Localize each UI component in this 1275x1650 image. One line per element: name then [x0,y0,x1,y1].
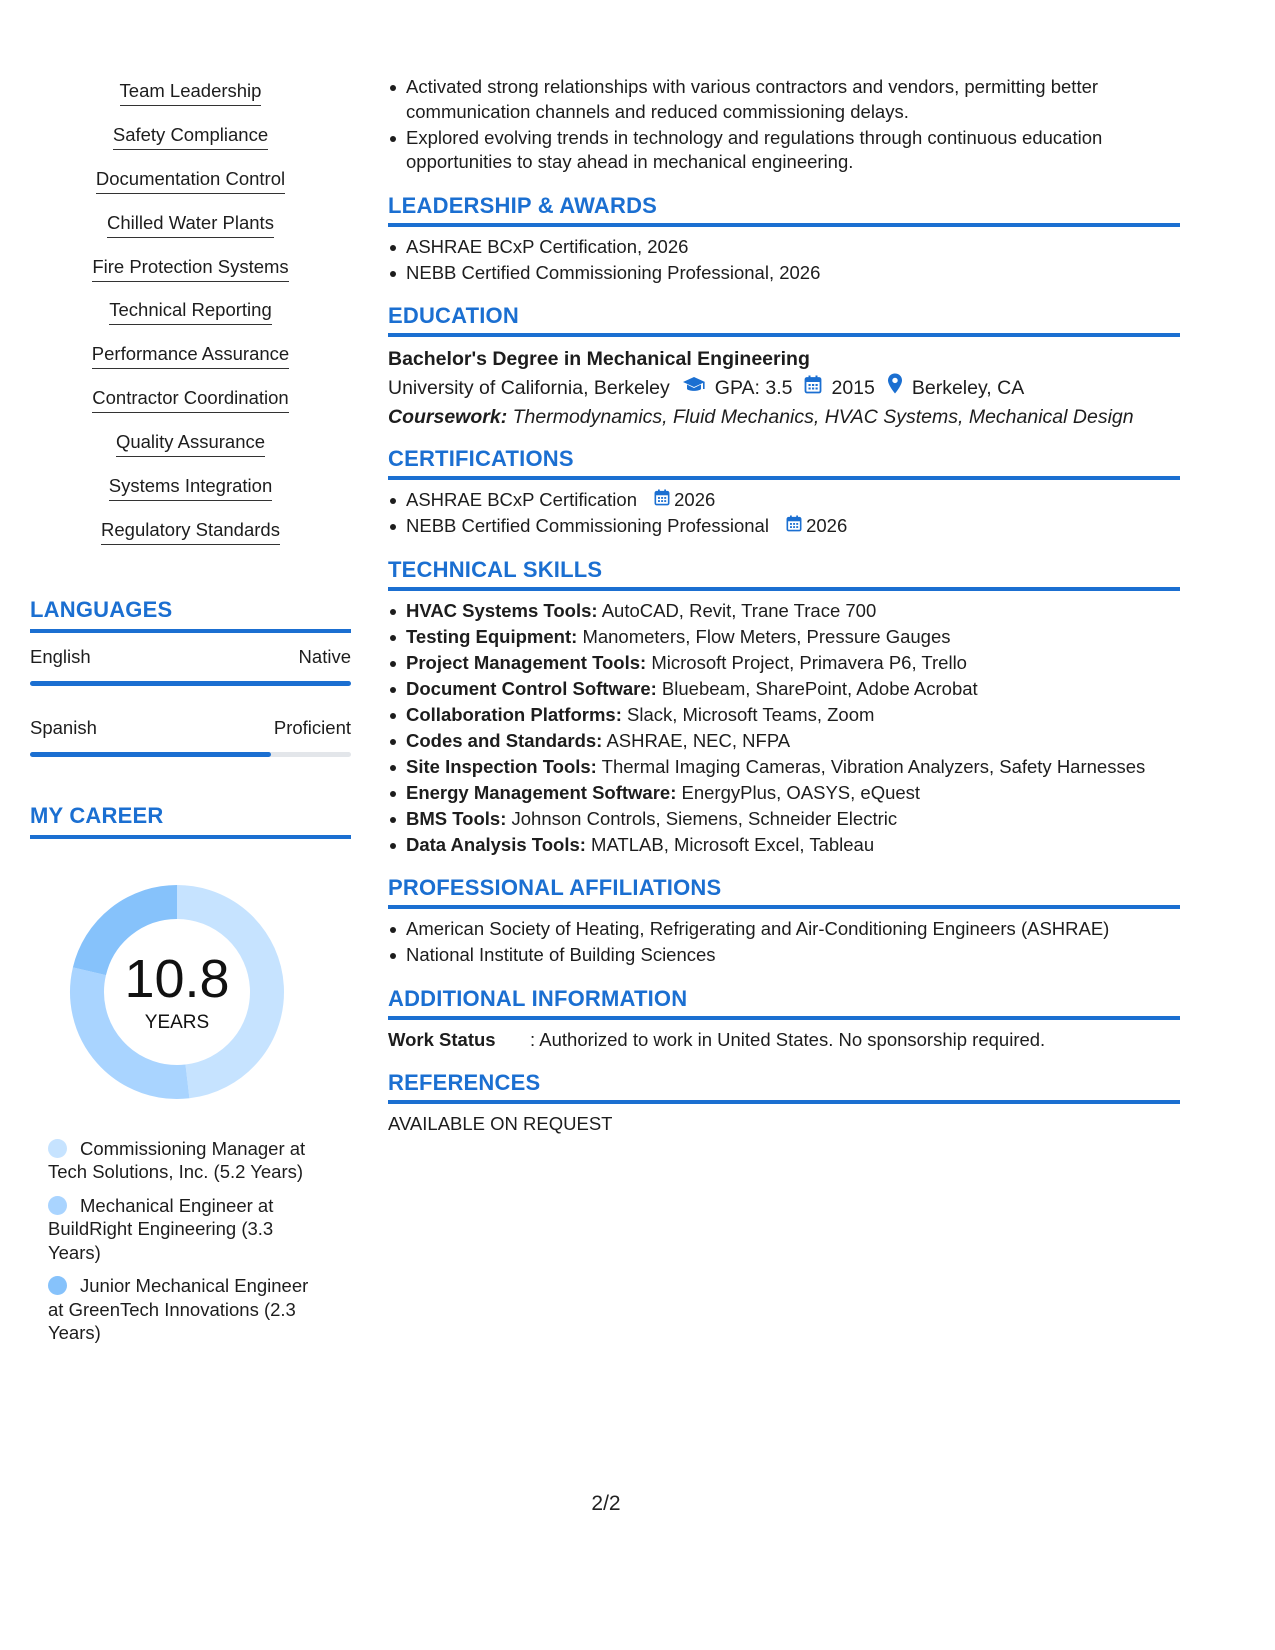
skill-category: Collaboration Platforms: [406,703,622,725]
language-name: Spanish [30,716,97,738]
degree-title: Bachelor's Degree in Mechanical Engineering [388,348,810,370]
school-name: University of California, Berkeley [388,376,670,399]
skill-tags [30,80,351,563]
legend-dot [48,1196,67,1215]
language-name: English [30,645,91,667]
skill-values: Bluebeam, SharePoint, Adobe Acrobat [661,677,978,699]
technical-skills-heading: TECHNICAL SKILLS [388,557,1180,591]
skill-tag: Safety Compliance [113,124,268,150]
calendar-icon [804,374,822,402]
skill-tag: Quality Assurance [116,431,265,457]
skill-values: EnergyPlus, OASYS, eQuest [681,781,921,803]
skill-tag: Contractor Coordination [92,387,288,413]
career-legend-item [48,1194,318,1265]
skill-category: Energy Management Software: [406,781,677,803]
skill-category: Codes and Standards: [406,729,603,751]
language-level: Native [298,645,351,667]
list-item: American Society of Heating, Refrigerating and Air-Conditioning Engineers (ASHRAE) [406,917,1180,942]
list-item: ASHRAE BCxP Certification, 2026 [406,235,1180,260]
certification-year: 2026 [806,515,848,536]
skill-values: ASHRAE, NEC, NFPA [606,729,791,751]
education-heading: EDUCATION [388,303,1180,337]
calendar-icon [786,514,806,539]
coursework [388,402,1180,432]
language-bar-fill [30,681,351,686]
list-item [406,488,1180,513]
career-legend-item [48,1137,318,1184]
career-legend-text: Mechanical Engineer at BuildRight Engineering (3.3 Years) [48,1194,274,1263]
list-item [406,677,1180,702]
coursework-list: Thermodynamics, Fluid Mechanics, HVAC Systems, Mechanical Design [512,406,1134,428]
career-heading: MY CAREER [30,803,351,839]
language-level: Proficient [273,716,351,738]
work-status-row [388,1028,1180,1052]
list-item [406,833,1180,858]
certifications-list [388,488,1180,539]
skill-category: Data Analysis Tools: [406,833,586,855]
skill-tag: Fire Protection Systems [92,256,288,282]
affiliations-heading: PROFESSIONAL AFFILIATIONS [388,875,1180,909]
skill-tag: Chilled Water Plants [107,212,274,238]
language-row [30,645,351,669]
skill-values: Johnson Controls, Siemens, Schneider Electric [511,807,898,829]
skill-values: Thermal Imaging Cameras, Vibration Analyzers, Safety Harnesses [601,755,1146,777]
list-item [406,514,1180,539]
career-legend-text: Junior Mechanical Engineer at GreenTech Innovations (2.3 Years) [48,1275,309,1344]
language-row [30,716,351,740]
coursework-label: Coursework: [388,406,508,428]
skill-tag: Regulatory Standards [101,519,280,545]
skill-values: MATLAB, Microsoft Excel, Tableau [591,833,875,855]
list-item [406,625,1180,650]
skill-values: Slack, Microsoft Teams, Zoom [627,703,875,725]
work-status-value: : Authorized to work in United States. No sponsorship required. [530,1028,1046,1050]
language-bar [30,681,351,686]
skill-tag: Technical Reporting [109,299,271,325]
certification-date [786,514,847,539]
career-legend [48,1137,318,1345]
affiliations-list [388,917,1180,968]
list-item [406,807,1180,832]
skill-tag: Documentation Control [96,168,285,194]
list-item [406,651,1180,676]
career-donut-chart [64,879,290,1105]
skill-category: Document Control Software: [406,677,657,699]
calendar-icon [654,488,674,513]
skill-category: HVAC Systems Tools: [406,599,598,621]
additional-info-heading: ADDITIONAL INFORMATION [388,986,1180,1020]
experience-bullets [388,75,1180,175]
career-legend-item [48,1274,318,1345]
graduation-cap-icon [682,374,706,402]
technical-skills-list [388,599,1180,858]
references-text: AVAILABLE ON REQUEST [388,1112,613,1134]
education-location: Berkeley, CA [911,376,1025,399]
skill-tag: Team Leadership [120,80,262,106]
list-item [406,729,1180,754]
list-item [406,755,1180,780]
certification-name: NEBB Certified Commissioning Professional [406,515,769,536]
references-heading: REFERENCES [388,1070,1180,1104]
certification-date [654,488,715,513]
list-item: National Institute of Building Sciences [406,943,1180,968]
sidebar [30,80,351,1355]
certifications-heading: CERTIFICATIONS [388,446,1180,480]
languages-heading: LANGUAGES [30,597,351,633]
awards-heading: LEADERSHIP & AWARDS [388,193,1180,227]
skill-category: Testing Equipment: [406,625,578,647]
certification-name: ASHRAE BCxP Certification [406,489,637,510]
gpa: GPA: 3.5 [714,376,793,399]
education-details [388,373,1180,402]
list-item [406,599,1180,624]
list-item: NEBB Certified Commissioning Professional, 2026 [406,261,1180,286]
skill-values: Microsoft Project, Primavera P6, Trello [651,651,967,673]
skill-category: Project Management Tools: [406,651,647,673]
career-total-years: 10.8 [124,948,230,1009]
skill-category: BMS Tools: [406,807,507,829]
career-legend-text: Commissioning Manager at Tech Solutions, Inc. (5.2 Years) [48,1137,306,1183]
skill-values: Manometers, Flow Meters, Pressure Gauges [582,625,951,647]
language-bar [30,752,351,757]
list-item: Activated strong relationships with various contractors and vendors, permitting better communication channels and reduced commissioning delays. [406,75,1180,124]
skill-values: AutoCAD, Revit, Trane Trace 700 [601,599,877,621]
legend-dot [48,1276,67,1295]
skill-tag: Systems Integration [109,475,273,501]
page-number: 2/2 [591,1492,621,1515]
work-status-label: Work Status [388,1028,496,1050]
legend-dot [48,1139,67,1158]
languages-list [30,645,351,757]
list-item: Explored evolving trends in technology and regulations through continuous education opportunities to stay ahead in mechanical engineering. [406,126,1180,175]
main-content [388,75,1180,1136]
language-bar-fill [30,752,271,757]
donut-center [64,879,290,1105]
skill-tag: Performance Assurance [92,343,289,369]
education-entry [388,345,1180,432]
skill-category: Site Inspection Tools: [406,755,597,777]
certification-year: 2026 [674,489,716,510]
graduation-year: 2015 [831,376,875,399]
map-pin-icon [887,373,903,402]
awards-list [388,235,1180,286]
list-item [406,703,1180,728]
list-item [406,781,1180,806]
career-years-unit: YEARS [144,1011,210,1033]
